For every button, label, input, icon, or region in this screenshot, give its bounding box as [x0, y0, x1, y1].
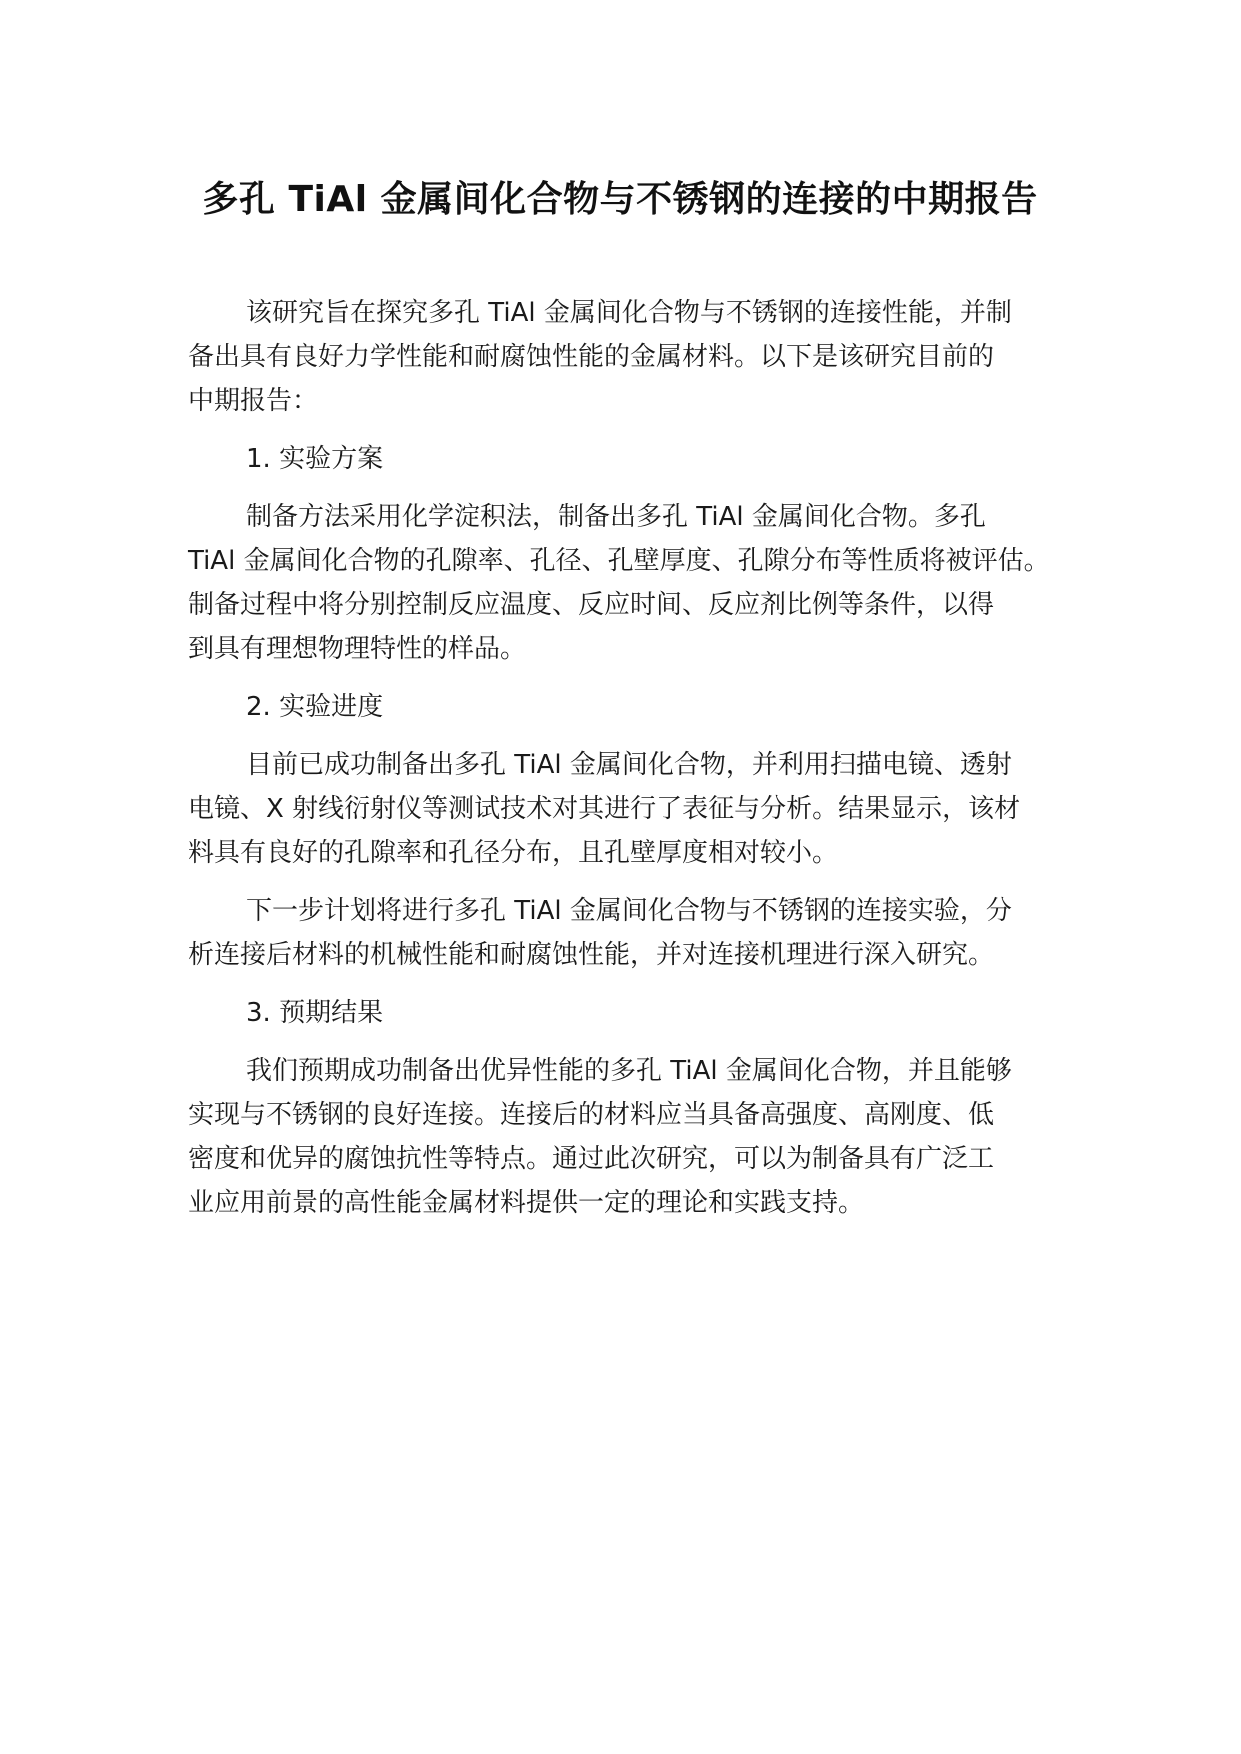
text-line: 备出具有良好力学性能和耐腐蚀性能的金属材料。以下是该研究目前的 — [188, 342, 995, 372]
text-line: 析连接后材料的机械性能和耐腐蚀性能，并对连接机理进行深入研究。 — [188, 940, 995, 970]
text-line: 目前已成功制备出多孔 TiAl 金属间化合物，并利用扫描电镜、透射 — [246, 750, 1012, 780]
text-line: 实现与不锈钢的良好连接。连接后的材料应当具备高强度、高刚度、低 — [188, 1100, 995, 1130]
section-heading: 3. 预期结果 — [246, 998, 384, 1028]
document-title: 多孔 TiAl 金属间化合物与不锈钢的连接的中期报告 — [202, 179, 1038, 220]
section-paragraph — [188, 1049, 1068, 1225]
text-line: 制备过程中将分别控制反应温度、反应时间、反应剂比例等条件，以得 — [188, 590, 995, 620]
text-line: 到具有理想物理特性的样品。 — [188, 634, 527, 664]
text-line: 中期报告： — [188, 386, 319, 416]
text-line: 我们预期成功制备出优异性能的多孔 TiAl 金属间化合物，并且能够 — [246, 1056, 1012, 1086]
text-line: 电镜、X 射线衍射仪等测试技术对其进行了表征与分析。结果显示，该材 — [188, 794, 1021, 824]
section-paragraph — [188, 889, 1068, 977]
intro-paragraph — [188, 291, 1068, 423]
section-paragraph — [188, 743, 1068, 875]
document-body — [188, 291, 1068, 1239]
section-heading: 1. 实验方案 — [246, 444, 384, 474]
section-heading: 2. 实验进度 — [246, 692, 384, 722]
text-line: 制备方法采用化学淀积法，制备出多孔 TiAl 金属间化合物。多孔 — [246, 502, 986, 532]
text-line: 下一步计划将进行多孔 TiAl 金属间化合物与不锈钢的连接实验，分 — [246, 896, 1012, 926]
text-line: 业应用前景的高性能金属材料提供一定的理论和实践支持。 — [188, 1188, 865, 1218]
text-line: 密度和优异的腐蚀抗性等特点。通过此次研究，可以为制备具有广泛工 — [188, 1144, 995, 1174]
text-line: 该研究旨在探究多孔 TiAl 金属间化合物与不锈钢的连接性能，并制 — [246, 298, 1012, 328]
text-line: TiAl 金属间化合物的孔隙率、孔径、孔壁厚度、孔隙分布等性质将被评估。 — [188, 546, 1050, 576]
text-line: 料具有良好的孔隙率和孔径分布，且孔壁厚度相对较小。 — [188, 838, 839, 868]
section-paragraph — [188, 495, 1068, 671]
